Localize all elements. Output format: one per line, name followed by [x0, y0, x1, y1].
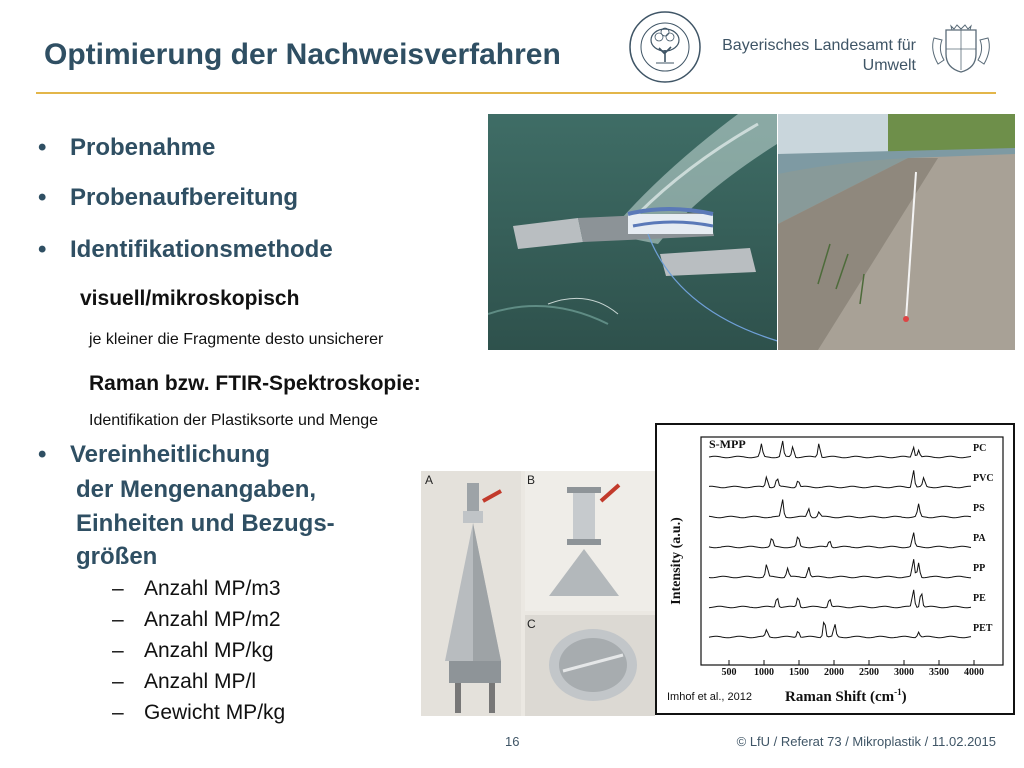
x-tick-label: 500 [721, 667, 737, 678]
x-tick-label: 3500 [929, 667, 949, 678]
subitem-spektroskopie: Raman bzw. FTIR-Spektroskopie: [89, 372, 421, 395]
beach-sampling-photo [778, 114, 1015, 350]
spectra-panel-label: S-MPP [709, 437, 746, 451]
slide-title: Optimierung der Nachweisverfahren [44, 38, 561, 71]
page-number: 16 [505, 734, 520, 749]
spectrum-label-pp: PP [973, 563, 986, 574]
spectrum-line-pvc [709, 470, 971, 487]
water-sampling-photo [488, 114, 777, 350]
spectrum-label-pet: PET [973, 623, 993, 634]
spectrum-label-pc: PC [973, 443, 987, 454]
title-divider [36, 92, 996, 94]
spectrum-label-ps: PS [973, 503, 985, 514]
figure-label-c: C [527, 617, 536, 631]
spectrum-line-pc [709, 441, 971, 458]
spectra-x-axis-label: Raman Shift $(cm^{-1})$ [785, 687, 907, 705]
bullet-vereinheitlichung: • Vereinheitlichung [38, 441, 271, 468]
unit-item: – Gewicht MP/kg [112, 701, 286, 724]
unit-item: – Anzahl MP/m3 [112, 577, 281, 600]
spectrum-line-pet [709, 623, 971, 638]
subitem-visuell: visuell/mikroskopisch [80, 287, 300, 310]
bullet-vereinheitlichung-line3: Einheiten und Bezugs- [76, 510, 335, 537]
raman-spectra-figure [655, 423, 1015, 715]
figure-citation: Imhof et al., 2012 [667, 691, 752, 703]
unit-item: – Anzahl MP/m2 [112, 608, 281, 631]
x-tick-label: 1000 [754, 667, 774, 678]
spectrum-label-pa: PA [973, 533, 986, 544]
unit-item: – Anzahl MP/l [112, 670, 257, 693]
spectra-y-axis-label: Intensity (a.u.) [669, 517, 684, 605]
spectrum-line-ps [709, 500, 971, 518]
spectrum-label-pe: PE [973, 593, 986, 604]
bullet-probenahme: • Probenahme [38, 134, 216, 161]
spectrum-line-pe [709, 590, 971, 608]
x-tick-label: 3000 [894, 667, 914, 678]
bullet-vereinheitlichung-line4: größen [76, 543, 158, 570]
x-tick-label: 1500 [789, 667, 809, 678]
bullet-identifikationsmethode: • Identifikationsmethode [38, 236, 333, 263]
x-tick-label: 2500 [859, 667, 879, 678]
x-tick-label: 2000 [824, 667, 844, 678]
subitem-visuell-note: je kleiner die Fragmente desto unsicherer [89, 331, 384, 348]
ministry-seal-logo [628, 10, 702, 84]
spectrum-line-pp [709, 559, 971, 578]
bullet-probenaufbereitung: • Probenaufbereitung [38, 184, 299, 211]
filtration-equipment-photo [421, 471, 655, 716]
institution-name: Bayerisches Landesamt für Umwelt [722, 37, 916, 74]
spectrum-label-pvc: PVC [973, 473, 994, 484]
footer-copyright: © LfU / Referat 73 / Mikroplastik / 11.02.2015 [736, 734, 996, 749]
figure-label-a: A [425, 473, 434, 487]
spectrum-line-pa [709, 533, 971, 548]
coat-of-arms-logo [924, 24, 998, 76]
unit-item: – Anzahl MP/kg [112, 639, 274, 662]
figure-label-b: B [527, 473, 536, 487]
subitem-spektroskopie-note: Identifikation der Plastiksorte und Menge [89, 412, 379, 429]
x-tick-label: 4000 [964, 667, 984, 678]
bullet-vereinheitlichung-line2: der Mengenangaben, [76, 476, 317, 503]
